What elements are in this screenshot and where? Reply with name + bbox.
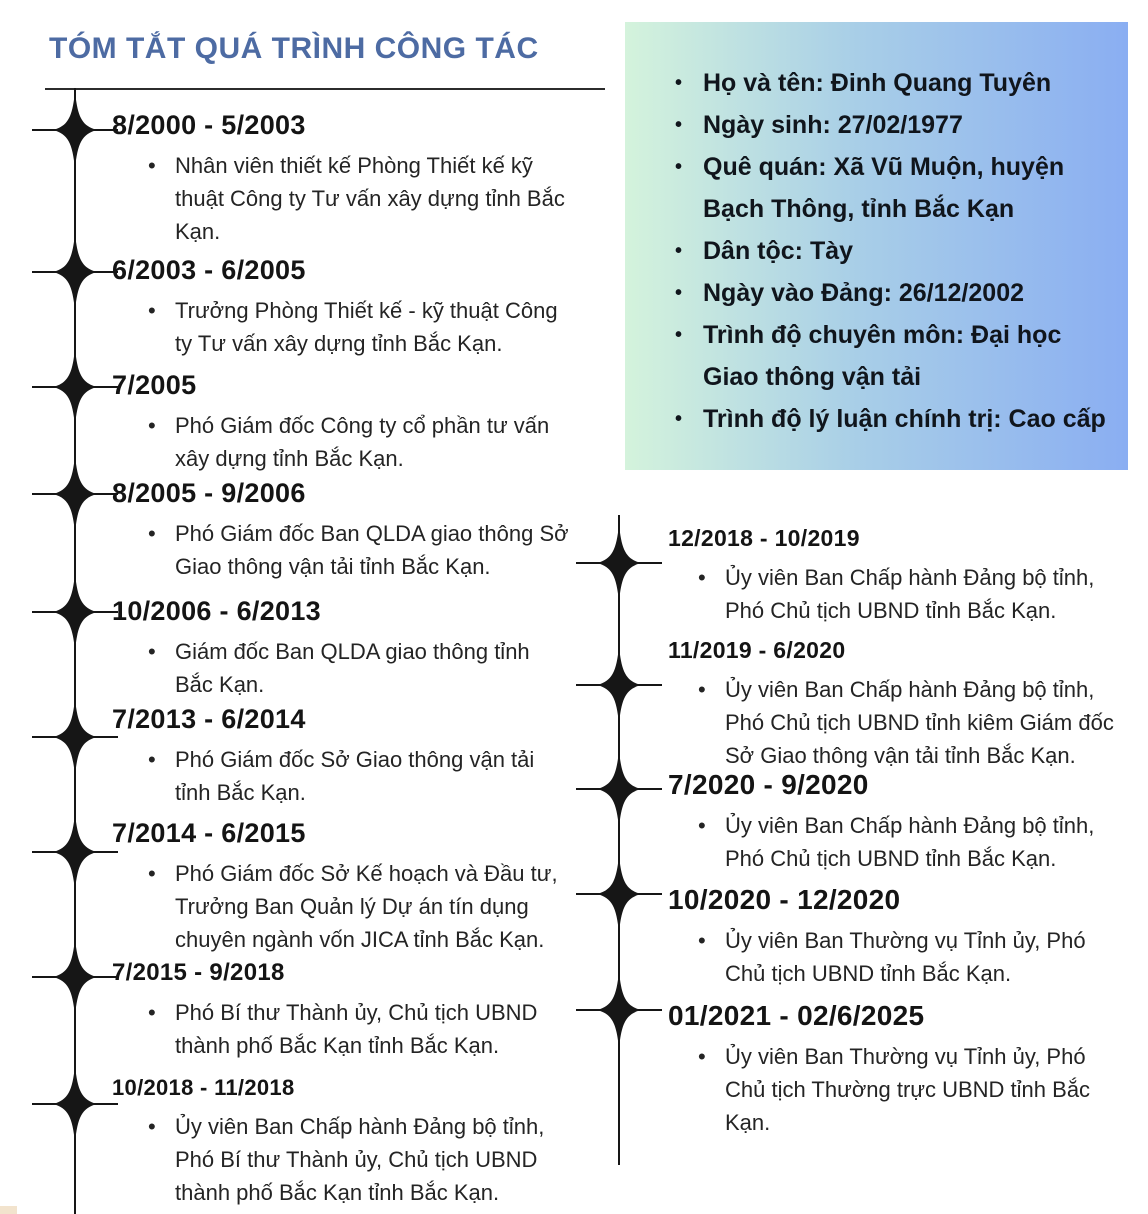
timeline-line-right [618,515,620,1165]
star-icon [53,348,97,426]
timeline-entry [112,818,592,956]
period-label: 7/2005 [112,370,197,400]
star-icon [597,750,641,828]
star-hairline [32,493,118,495]
bullet-icon: • [148,639,156,665]
period-label: 11/2019 - 6/2020 [668,637,846,663]
bullet-icon: • [698,1044,706,1070]
profile-item-party-date: • Ngày vào Đảng: 26/12/2002 [671,272,1114,314]
period-label: 7/2014 - 6/2015 [112,818,306,848]
bullet-icon: • [148,153,156,179]
bullet-icon: • [148,521,156,547]
timeline-entry [112,110,592,248]
star-hairline [32,1103,118,1105]
corner-decoration [0,1206,17,1214]
star-hairline [32,129,118,131]
bullet-icon: • [148,747,156,773]
star-hairline [32,851,118,853]
star-icon [597,646,641,724]
period-label: 8/2000 - 5/2003 [112,110,306,140]
bullet-icon: • [148,298,156,324]
star-icon [597,855,641,933]
period-label: 10/2018 - 11/2018 [112,1075,295,1100]
entry-description: • Phó Giám đốc Ban QLDA giao thông Sở Giao thông vận tải tỉnh Bắc Kạn. [112,517,570,583]
bullet-icon: • [675,240,683,262]
period-label: 10/2020 - 12/2020 [668,884,901,915]
star-icon [53,573,97,651]
entry-description: • Ủy viên Ban Thường vụ Tỉnh ủy, Phó Chủ tịch Thường trực UBND tỉnh Bắc Kạn. [668,1040,1130,1139]
star-icon [597,971,641,1049]
profile-item-birth-date: • Ngày sinh: 27/02/1977 [671,104,1114,146]
star-icon [53,813,97,891]
entry-description: • Ủy viên Ban Thường vụ Tỉnh ủy, Phó Chủ tịch UBND tỉnh Bắc Kạn. [668,924,1130,990]
entry-description: • Phó Giám đốc Sở Kế hoạch và Đầu tư, Trưởng Ban Quản lý Dự án tín dụng chuyên ngành vốn JICA tỉnh Bắc Kạn. [112,857,570,956]
period-label: 7/2015 - 9/2018 [112,959,285,986]
entry-description: • Phó Giám đốc Sở Giao thông vận tải tỉnh Bắc Kạn. [112,743,570,809]
star-icon [53,455,97,533]
timeline-entry [668,1000,1146,1139]
bullet-icon: • [698,928,706,954]
star-icon [53,698,97,776]
entry-description: • Ủy viên Ban Chấp hành Đảng bộ tỉnh, Phó Chủ tịch UBND tỉnh Bắc Kạn. [668,809,1130,875]
entry-description: • Ủy viên Ban Chấp hành Đảng bộ tỉnh, Phó Chủ tịch UBND tỉnh kiêm Giám đốc Sở Giao thông vận tải tỉnh Bắc Kạn. [668,673,1130,772]
profile-item-full-name: • Họ và tên: Đinh Quang Tuyên [671,62,1114,104]
star-hairline [32,271,118,273]
bullet-icon: • [675,282,683,304]
timeline-entry [668,884,1146,990]
period-label: 8/2005 - 9/2006 [112,478,306,508]
entry-description: • Nhân viên thiết kế Phòng Thiết kế kỹ thuật Công ty Tư vấn xây dựng tỉnh Bắc Kạn. [112,149,570,248]
bullet-icon: • [148,861,156,887]
period-label: 7/2013 - 6/2014 [112,704,306,734]
timeline-entry [112,596,592,701]
star-icon [53,938,97,1016]
bullet-icon: • [675,408,683,430]
bullet-icon: • [675,156,683,178]
bullet-icon: • [148,413,156,439]
profile-item-education: • Trình độ chuyên môn: Đại học Giao thông vận tải [671,314,1114,398]
timeline-entry [112,960,592,1062]
star-hairline [32,976,118,978]
profile-item-political-theory: • Trình độ lý luận chính trị: Cao cấp [671,398,1114,440]
timeline-entry [112,370,592,475]
entry-description: • Trưởng Phòng Thiết kế - kỹ thuật Công ty Tư vấn xây dựng tỉnh Bắc Kạn. [112,294,570,360]
star-hairline [32,611,118,613]
bullet-icon: • [698,676,706,702]
profile-item-ethnicity: • Dân tộc: Tày [671,230,1114,272]
bullet-icon: • [675,114,683,136]
entry-description: • Phó Giám đốc Công ty cổ phần tư vấn xây dựng tỉnh Bắc Kạn. [112,409,570,475]
entry-description: • Giám đốc Ban QLDA giao thông tỉnh Bắc Kạn. [112,635,570,701]
bullet-icon: • [675,72,683,94]
bullet-icon: • [698,564,706,590]
bullet-icon: • [675,324,683,346]
period-label: 6/2003 - 6/2005 [112,255,306,285]
timeline-entry [668,769,1146,875]
timeline-entry [112,704,592,809]
profile-box [625,22,1128,470]
star-icon [53,1065,97,1143]
star-icon [53,91,97,169]
timeline-entry [668,526,1146,627]
star-hairline [32,386,118,388]
star-icon [597,524,641,602]
period-label: 12/2018 - 10/2019 [668,525,860,551]
timeline-entry [668,638,1146,772]
star-icon [53,233,97,311]
period-label: 01/2021 - 02/6/2025 [668,1000,925,1031]
star-hairline [32,736,118,738]
timeline-entry [112,478,592,583]
entry-description: • Phó Bí thư Thành ủy, Chủ tịch UBND thành phố Bắc Kạn tỉnh Bắc Kạn. [112,996,570,1062]
timeline-entry [112,1076,592,1209]
bullet-icon: • [148,1113,156,1139]
bullet-icon: • [698,813,706,839]
entry-description: • Ủy viên Ban Chấp hành Đảng bộ tỉnh, Phó Bí thư Thành ủy, Chủ tịch UBND thành phố Bắc Kạn tỉnh Bắc Kạn. [112,1110,570,1209]
profile-item-hometown: • Quê quán: Xã Vũ Muộn, huyện Bạch Thông, tỉnh Bắc Kạn [671,146,1114,230]
timeline-entry [112,255,592,360]
title-underline [45,88,605,90]
page-title: TÓM TẮT QUÁ TRÌNH CÔNG TÁC [49,32,539,65]
entry-description: • Ủy viên Ban Chấp hành Đảng bộ tỉnh, Phó Chủ tịch UBND tỉnh Bắc Kạn. [668,561,1130,627]
bullet-icon: • [148,999,156,1025]
period-label: 7/2020 - 9/2020 [668,769,869,800]
period-label: 10/2006 - 6/2013 [112,596,321,626]
